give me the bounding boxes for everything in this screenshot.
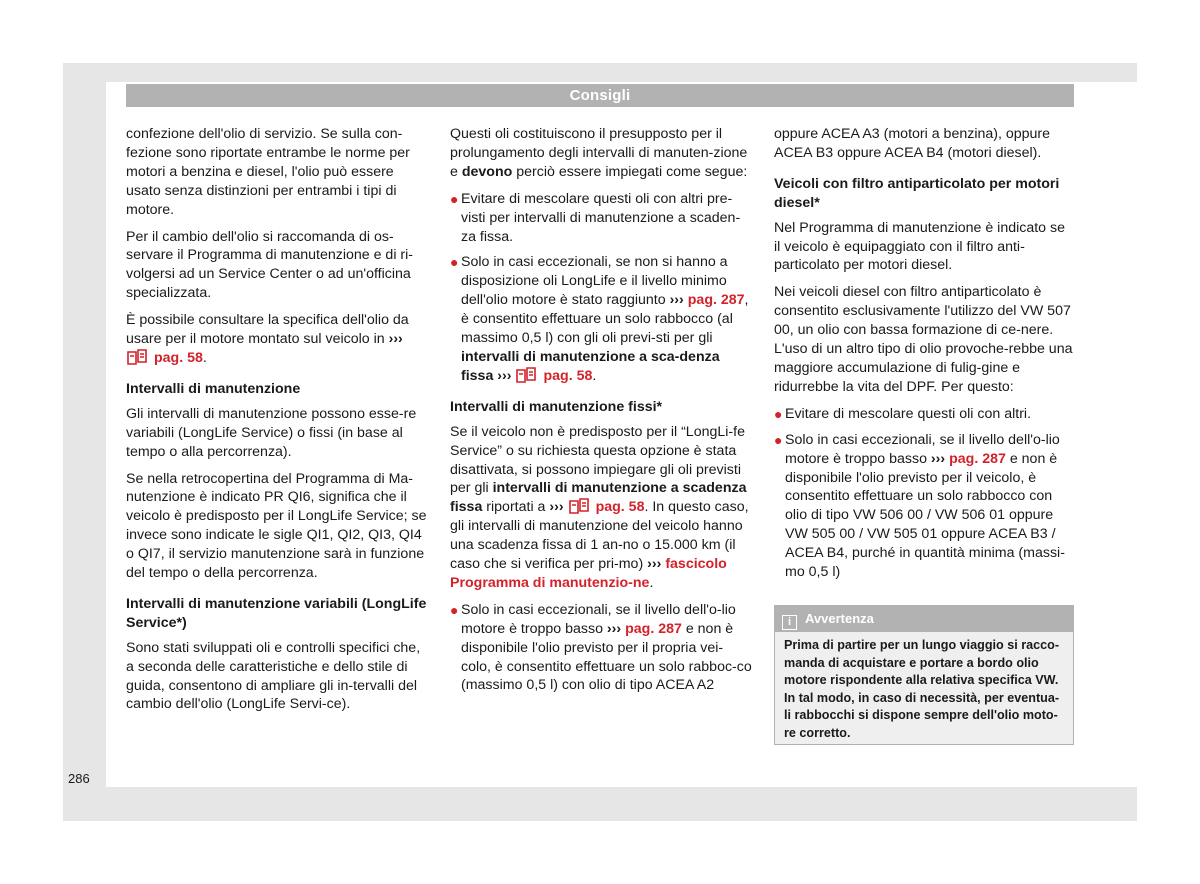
paragraph: Se il veicolo non è predisposto per il “LongLi-fe Service” o su richiesta questa opzione è stata disattivata, si possono impiegare gli oli previsti per gli intervalli di manutenzione a scadenza fissa riportati a ››› pag. 58. In questo caso, gli intervalli di manutenzione del veicolo hanno una scadenza fissa di 1 an-no o 15.000 km (il caso che si verifica per pri-mo) ››› fascicolo Programma di manutenzio-ne. <box>450 423 749 591</box>
page-reference-link[interactable]: ››› pag. 287 <box>930 450 1006 467</box>
paragraph: Per il cambio dell'olio si raccomanda di os-servare il Programma di manutenzione e di ri-volgersi ad un Service Center o ad un'officina specializzata. <box>126 228 414 302</box>
warning-box <box>774 605 1074 745</box>
paragraph: Nei veicoli diesel con filtro antiparticolato è consentito esclusivamente l'utilizzo del VW 507 00, un olio con bassa formazione di ce-nere. L'uso di un altro tipo di olio provoche-rebbe una maggiore accumulazione di fulig-gine e ridurrebbe la vita del DPF. Per questo: <box>774 284 1073 395</box>
bullet-icon: ● <box>774 431 783 448</box>
list-item: ● Solo in casi eccezionali, se il livello dell'o-lio motore è troppo basso ››› pag. 287 e non è disponibile l'olio previsto per il propria vei-colo, è consentito effettuare un solo rabboc-co (massimo 0,5 l) con olio di tipo ACEA A2 <box>450 601 752 694</box>
section-heading: Intervalli di manutenzione fissi* <box>450 398 663 415</box>
page-reference-link[interactable]: ››› pag. 58 <box>497 367 593 384</box>
paragraph: Gli intervalli di manutenzione possono esse-re variabili (LongLife Service) o fissi (in base al tempo o alla percorrenza). <box>126 405 417 460</box>
paragraph: Questi oli costituiscono il presupposto per il prolungamento degli intervalli di manuten-zione e devono perciò essere impiegati come segue: <box>450 126 748 180</box>
paragraph: Nel Programma di manutenzione è indicato se il veicolo è equipaggiato con il filtro anti-particolato per motori diesel. <box>774 219 1065 274</box>
paragraph: Sono stati sviluppati oli e controlli specifici che, a seconda delle caratteristiche e dello stile di guida, consentono di ampliare gli in-tervalli del cambio dell'olio (LongLife Servi-ce). <box>126 639 421 713</box>
list-item: ● Solo in casi eccezionali, se non si hanno a disposizione oli LongLife e il livello minimo dell'olio motore è stato raggiunto ››› pag. 287, è consentito effettuare un solo rabbocco (al massimo 0,5 l) con gli oli previ-sti per gli intervalli di manutenzione a sca-denza fissa ››› pag. 58. <box>450 254 749 384</box>
paragraph: Se nella retrocopertina del Programma di Ma-nutenzione è indicato PR QI6, significa che il veicolo è predisposto per il LongLife Service; se invece sono indicate le sigle QI1, QI2, QI3, QI4 o QI7, il servizio manutenzione sarà in funzione del tempo o della percorrenza. <box>126 470 427 582</box>
warning-header <box>775 606 1073 632</box>
bullet-icon: ● <box>450 190 459 207</box>
section-title: Consigli <box>569 87 631 104</box>
page-number: 286 <box>68 771 90 786</box>
column-1 <box>126 125 428 722</box>
page-reference-link[interactable]: ››› pag. 287 <box>606 620 682 637</box>
section-heading: Intervalli di manutenzione <box>126 380 301 397</box>
section-header <box>126 84 1074 107</box>
bullet-list <box>774 405 1074 582</box>
warning-text: Prima di partire per un lungo viaggio si racco-manda di acquistare e portare a bordo olio motore rispondente alla relativa specifica VW. In tal modo, in caso di necessità, per eventua-li rabbocchi si dispone sempre dell'olio moto-re corretto. <box>784 638 1060 740</box>
bullet-list <box>450 601 752 696</box>
book-icon <box>568 498 590 514</box>
column-3 <box>774 125 1074 589</box>
list-item: ● Evitare di mescolare questi oli con altri. <box>774 405 1032 422</box>
paragraph: oppure ACEA A3 (motori a benzina), oppure ACEA B3 oppure ACEA B4 (motori diesel). <box>774 126 1051 161</box>
page-reference-link[interactable]: ››› pag. 58 <box>549 499 645 516</box>
bullet-list <box>450 190 752 386</box>
bullet-icon: ● <box>774 405 783 422</box>
book-icon <box>515 367 537 383</box>
section-heading: Veicoli con filtro antiparticolato per motori diesel* <box>774 175 1060 211</box>
booklet-reference-link[interactable]: ››› fascicolo Programma di manutenzio-ne <box>450 556 727 591</box>
list-item: ● Evitare di mescolare questi oli con altri pre-visti per intervalli di manutenzione a scaden-za fissa. <box>450 190 741 245</box>
paragraph: confezione dell'olio di servizio. Se sulla con-fezione sono riportate entrambe le norme per motori a benzina e diesel, l'olio può essere usato senza distinzioni per entrambi i tipi di motore. <box>126 126 410 218</box>
column-2 <box>450 125 752 702</box>
page-reference-link[interactable]: ››› pag. 287 <box>669 292 745 309</box>
warning-title: Avvertenza <box>805 611 874 626</box>
paragraph: È possibile consultare la specifica dell'olio da usare per il motore montato sul veicolo in ›››pag. 58. <box>126 312 409 366</box>
book-icon <box>126 349 148 365</box>
info-icon: i <box>782 615 797 630</box>
list-item: ● Solo in casi eccezionali, se il livello dell'o-lio motore è troppo basso ››› pag. 287 e non è disponibile l'olio previsto per il veicolo, è consentito effettuare un solo rabbocco con olio di tipo VW 506 00 / VW 506 01 oppure VW 505 00 / VW 505 01 oppure ACEA B3 / ACEA B4, purché in quantità minima (massi-mo 0,5 l) <box>774 431 1065 581</box>
bullet-icon: ● <box>450 254 459 271</box>
section-heading: Intervalli di manutenzione variabili (LongLife Service*) <box>126 595 427 631</box>
bullet-icon: ● <box>450 601 459 618</box>
page-reference-link[interactable]: ›››pag. 58 <box>126 331 407 366</box>
